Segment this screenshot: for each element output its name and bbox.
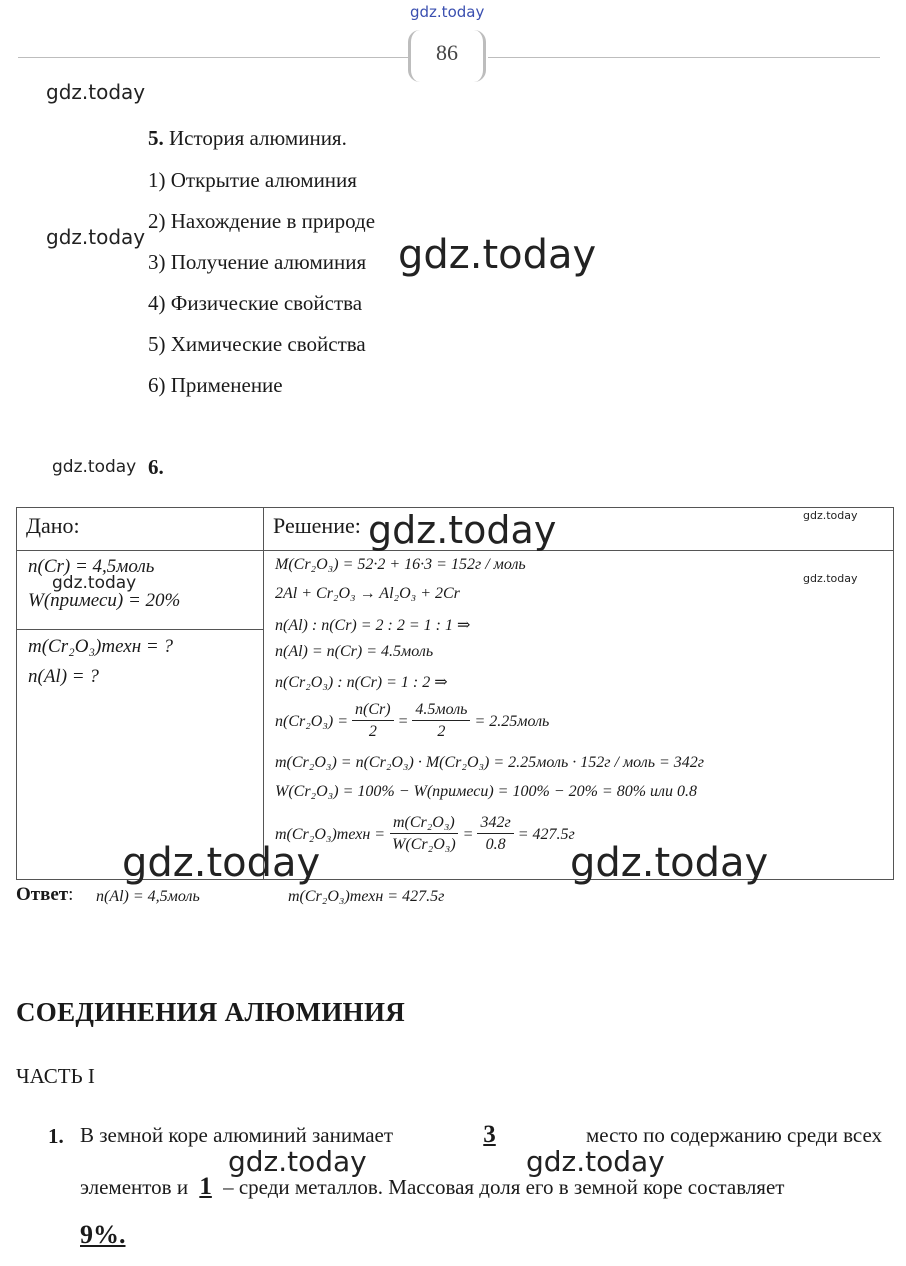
solution-line: n(Al) = n(Cr) = 4.5моль bbox=[275, 643, 434, 660]
question-text: элементов и bbox=[80, 1175, 189, 1199]
answer-blank: 9%. bbox=[80, 1220, 126, 1249]
answer-blank: 3 bbox=[483, 1121, 496, 1148]
find-line: m(Cr₂O₃)техн = ? bbox=[28, 636, 173, 657]
fraction-rhs: = 2.25моль bbox=[474, 712, 550, 730]
task5-item: 1) Открытие алюминия bbox=[148, 168, 357, 192]
question-text: – среди металлов. Массовая доля его в земной коре составляет bbox=[223, 1175, 785, 1199]
question-line bbox=[80, 1220, 126, 1250]
header-rule-left bbox=[18, 57, 408, 58]
answer-line bbox=[16, 884, 73, 906]
watermark: gdz.today bbox=[803, 572, 858, 585]
fraction bbox=[352, 700, 394, 743]
section-part: ЧАСТЬ I bbox=[16, 1064, 95, 1088]
table-divider-vertical bbox=[263, 507, 264, 880]
watermark: gdz.today bbox=[46, 80, 146, 104]
task5-title bbox=[148, 126, 347, 151]
page-number: 86 bbox=[436, 40, 458, 65]
watermark: gdz.today bbox=[46, 225, 146, 249]
task5-item: 5) Химические свойства bbox=[148, 332, 366, 356]
solution-line: W(Cr₂O₃) = 100% − W(примеси) = 100% − 20% = 80% или 0.8 bbox=[275, 783, 698, 800]
task5-title-text: История алюминия. bbox=[169, 126, 347, 150]
fraction-lhs: m(Cr₂O₃)техн = bbox=[275, 825, 386, 843]
fraction-lhs: n(Cr₂O₃) = bbox=[275, 712, 349, 730]
watermark: gdz.today bbox=[803, 509, 858, 522]
fraction-denominator: 2 bbox=[437, 723, 446, 740]
task5-item: 4) Физические свойства bbox=[148, 291, 363, 315]
fraction-numerator: 342г bbox=[477, 813, 513, 834]
watermark: gdz.today bbox=[526, 1145, 665, 1178]
task5-item: 3) Получение алюминия bbox=[148, 250, 367, 274]
fraction-denominator: 0.8 bbox=[485, 836, 506, 853]
fraction bbox=[477, 813, 513, 856]
watermark: gdz.today bbox=[368, 508, 557, 552]
watermark: gdz.today bbox=[52, 573, 137, 593]
solution-fraction-line bbox=[275, 700, 549, 743]
answer-colon: : bbox=[68, 884, 74, 905]
section-title: СОЕДИНЕНИЯ АЛЮМИНИЯ bbox=[16, 997, 406, 1027]
watermark-top: gdz.today bbox=[410, 3, 485, 21]
fraction bbox=[389, 813, 459, 856]
given-line: W(примеси) = 20% bbox=[28, 590, 181, 611]
answer-value: m(Cr₂O₃)техн = 427.5г bbox=[288, 888, 445, 905]
question-number: 1. bbox=[48, 1124, 64, 1148]
fraction-eq: = bbox=[462, 825, 474, 843]
solution-line: n(Cr₂O₃) : n(Cr) = 1 : 2 ⇒ bbox=[275, 674, 448, 691]
task5-item: 6) Применение bbox=[148, 373, 283, 397]
task5-item: 2) Нахождение в природе bbox=[148, 209, 376, 233]
find-line: n(Al) = ? bbox=[28, 666, 99, 687]
solution-line: n(Al) : n(Cr) = 2 : 2 = 1 : 1 ⇒ bbox=[275, 617, 471, 634]
question-text: место по содержанию среди всех bbox=[585, 1123, 882, 1147]
watermark: gdz.today bbox=[398, 232, 597, 278]
task5-number: 5. bbox=[148, 126, 164, 150]
table-divider-given bbox=[16, 629, 264, 630]
question-line bbox=[80, 1121, 882, 1149]
fraction-denominator: 2 bbox=[368, 723, 377, 740]
answer-blank: 1 bbox=[199, 1173, 212, 1200]
watermark: gdz.today bbox=[122, 840, 321, 886]
fraction bbox=[412, 700, 470, 743]
solution-line: m(Cr₂O₃) = n(Cr₂O₃) · M(Cr₂O₃) = 2.25моль · 152г / моль = 342г bbox=[275, 754, 705, 771]
solution-line: 2Al + Cr₂O₃ → Al₂O₃ + 2Cr bbox=[275, 585, 460, 602]
fraction-denominator: W(Cr₂O₃) bbox=[392, 836, 456, 853]
watermark: gdz.today bbox=[52, 457, 137, 477]
fraction-numerator: m(Cr₂O₃) bbox=[390, 813, 458, 834]
task6-number: 6. bbox=[148, 455, 164, 479]
fraction-rhs: = 427.5г bbox=[517, 825, 575, 843]
header-rule-right bbox=[488, 57, 880, 58]
watermark: gdz.today bbox=[228, 1145, 367, 1178]
answer-value: n(Al) = 4,5моль bbox=[96, 888, 200, 905]
solution-line: M(Cr₂O₃) = 52·2 + 16·3 = 152г / моль bbox=[275, 556, 526, 573]
fraction-numerator: 4.5моль bbox=[412, 700, 470, 721]
solution-header: Решение: bbox=[273, 513, 361, 538]
fraction-eq: = bbox=[397, 712, 409, 730]
watermark: gdz.today bbox=[570, 840, 769, 886]
fraction-numerator: n(Cr) bbox=[352, 700, 394, 721]
question-text: В земной коре алюминий занимает bbox=[80, 1123, 394, 1147]
given-header: Дано: bbox=[26, 513, 80, 538]
answer-label: Ответ bbox=[16, 884, 69, 905]
given-line: n(Cr) = 4,5моль bbox=[28, 556, 155, 577]
question-line bbox=[80, 1173, 784, 1201]
